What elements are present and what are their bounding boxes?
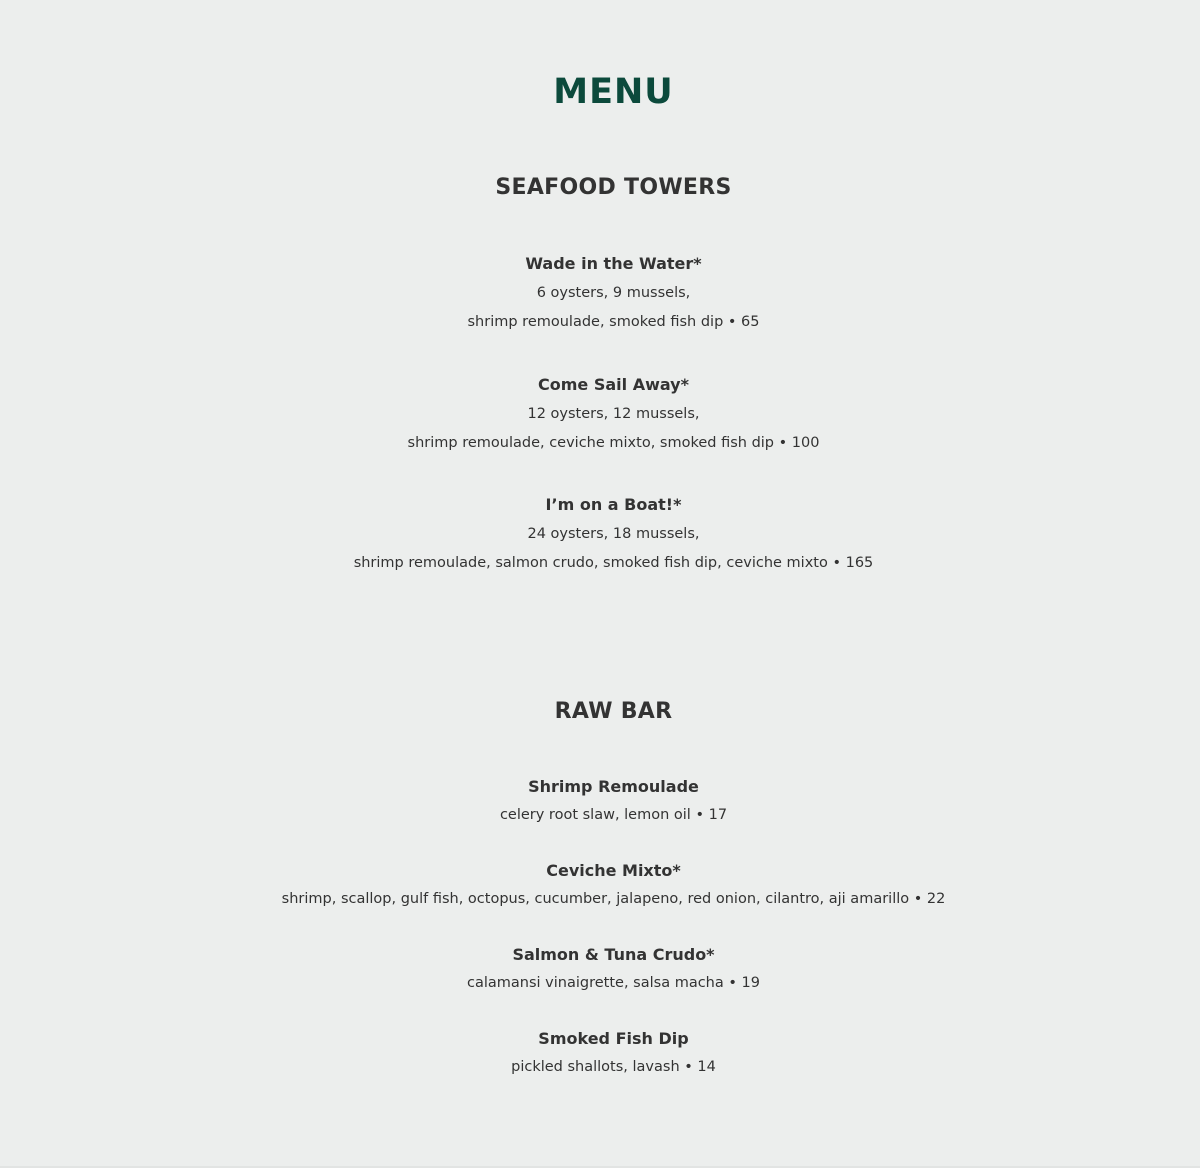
menu-item <box>0 254 1200 331</box>
menu-item-description: 12 oysters, 12 mussels, <box>527 406 700 422</box>
page-title: MENU <box>553 72 674 112</box>
menu-item-description: pickled shallots, lavash • 14 <box>511 1059 716 1075</box>
menu-item-description: 24 oysters, 18 mussels, <box>527 526 700 542</box>
menu-item <box>0 375 1200 452</box>
menu-item-description: shrimp remoulade, salmon crudo, smoked fish dip, ceviche mixto • 165 <box>353 555 874 571</box>
menu-item <box>0 1029 1200 1076</box>
menu-item-name: I’m on a Boat!* <box>545 495 682 514</box>
menu-item-description: calamansi vinaigrette, salsa macha • 19 <box>467 975 760 991</box>
menu-item-description: shrimp, scallop, gulf fish, octopus, cucumber, jalapeno, red onion, cilantro, aji amarillo • 22 <box>281 891 946 907</box>
menu-item <box>0 861 1200 908</box>
menu-item <box>0 777 1200 824</box>
menu-item <box>0 945 1200 992</box>
menu-item-name: Wade in the Water* <box>525 254 702 273</box>
menu-item-name: Salmon & Tuna Crudo* <box>512 945 715 964</box>
menu-item-description: celery root slaw, lemon oil • 17 <box>499 807 728 823</box>
menu-item-description: 6 oysters, 9 mussels, <box>536 285 691 301</box>
menu-item <box>0 495 1200 572</box>
menu-item-name: Come Sail Away* <box>538 375 689 394</box>
menu-item-description: shrimp remoulade, smoked fish dip • 65 <box>467 314 760 330</box>
section-title-seafood-towers: SEAFOOD TOWERS <box>495 175 732 200</box>
menu-item-name: Ceviche Mixto* <box>546 861 681 880</box>
section-title-raw-bar: RAW BAR <box>554 699 673 724</box>
menu-item-description: shrimp remoulade, ceviche mixto, smoked fish dip • 100 <box>407 435 820 451</box>
menu-item-name: Shrimp Remoulade <box>528 777 699 796</box>
menu-item-name: Smoked Fish Dip <box>538 1029 689 1048</box>
